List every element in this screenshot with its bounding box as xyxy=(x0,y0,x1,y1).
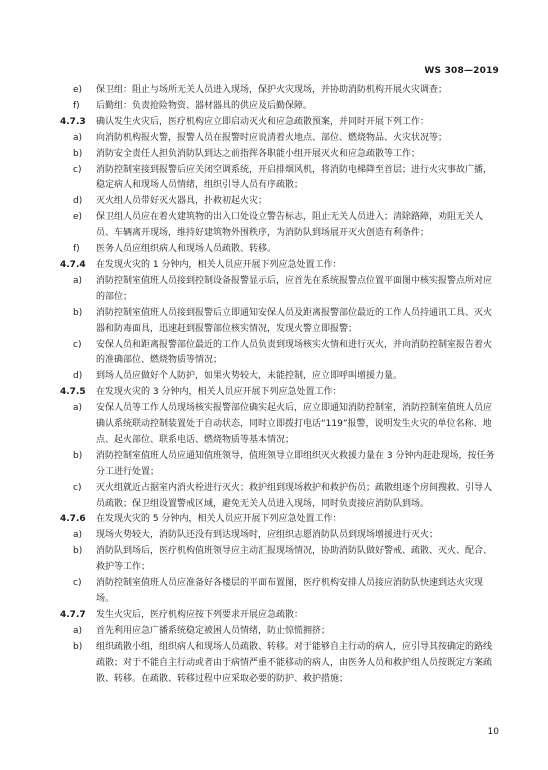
list-item xyxy=(60,369,498,385)
clause-text: 在发现火灾的 1 分钟内，相关人员应开展下列应急处置工作： xyxy=(96,259,342,270)
list-item xyxy=(60,83,498,99)
list-item xyxy=(60,544,498,576)
list-item xyxy=(60,338,498,370)
item-label: d) xyxy=(73,196,83,207)
clause-number: 4.7.6 xyxy=(60,514,86,525)
list-item xyxy=(60,274,498,306)
item-label: a) xyxy=(73,530,83,541)
list-item xyxy=(60,163,498,195)
page-number: 10 xyxy=(487,727,499,737)
item-text: 灭火组就近占据室内消火栓进行灭火；救护组到现场救护和救护伤员；疏散组逐个房间搜救、引导人员疏散；保卫组设置警戒区域，避免无关人员进入现场，同时负责接应消防队到场。 xyxy=(96,482,493,509)
item-text: 消防控制室值班人员应准备好各楼层的平面布置图，医疗机构安排人员接应消防队快速到达火灾现场。 xyxy=(96,578,484,604)
list-item xyxy=(60,640,498,688)
item-label: b) xyxy=(73,148,83,159)
item-text: 灭火组人员带好灭火器具，扑救初起火灾； xyxy=(96,196,268,207)
list-item xyxy=(60,131,498,147)
list-item xyxy=(60,576,498,608)
clause-number: 4.7.7 xyxy=(60,609,86,620)
item-label: b) xyxy=(73,546,83,557)
list-item xyxy=(60,449,498,481)
item-label: b) xyxy=(73,450,83,461)
clause-text: 发生火灾后，医疗机构应按下列要求开展应急疏散： xyxy=(96,609,304,620)
item-text: 到场人员应做好个人防护，如果火势较大，未能控制，应立即呼叫增援力量。 xyxy=(96,371,403,382)
list-item xyxy=(60,242,498,258)
item-label: a) xyxy=(73,625,83,636)
clause-text: 在发现火灾的 5 分钟内，相关人员应开展下列应急处置工作： xyxy=(96,514,342,525)
clause-number: 4.7.5 xyxy=(60,387,86,398)
item-label: c) xyxy=(73,482,82,493)
item-text: 首先利用应急广播系统稳定被困人员情绪，防止惊慌拥挤； xyxy=(96,625,331,636)
item-text: 组织疏散小组，组织病人和现场人员疏散、转移。对于能够自主行动的病人，应引导其按确定的路线疏散；对于不能自主行动或者由于病情严重不能移动的病人，由医务人员和救护组人员按既定方案疏散、转移。在疏散、转移过程中应采取必要的防护、救护措施； xyxy=(96,641,493,684)
item-label: b) xyxy=(73,307,83,318)
list-item xyxy=(60,210,498,242)
item-label: a) xyxy=(73,403,83,414)
item-text: 保卫组：阻止与场所无关人员进入现场，保护火灾现场，并协助消防机构开展火灾调查； xyxy=(96,85,448,95)
section-clause xyxy=(60,385,498,401)
list-item xyxy=(60,306,498,338)
item-label: c) xyxy=(73,339,82,350)
item-label: a) xyxy=(73,132,83,143)
clause-text: 在发现火灾的 3 分钟内，相关人员应开展下列应急处置工作： xyxy=(96,387,342,398)
item-text: 医务人员应组织病人和现场人员疏散、转移。 xyxy=(96,244,277,255)
list-item xyxy=(60,401,498,449)
item-text: 后勤组：负责抢险物资、器材器具的供应及后勤保障。 xyxy=(96,100,313,111)
list-item xyxy=(60,528,498,544)
item-text: 消防控制室值班人员应通知值班领导，值班领导立即组织灭火救援力量在 3 分钟内赶赴现场，按任务分工进行处置； xyxy=(96,450,495,477)
item-label: b) xyxy=(73,641,83,652)
item-text: 消防控制室值班人员接到控制设备报警显示后，应首先在系统报警点位置平面图中核实报警点所对应的部位； xyxy=(96,275,493,302)
document-body xyxy=(60,83,498,687)
item-label: f) xyxy=(73,100,80,111)
list-item xyxy=(60,624,498,640)
clause-number: 4.7.3 xyxy=(60,116,86,127)
section-clause xyxy=(60,115,498,131)
item-label: c) xyxy=(73,578,82,589)
item-text: 安保人员和距离报警部位最近的工作人员负责到现场核实火情和进行灭火，并向消防控制室报告着火的准确部位、燃烧物质等情况； xyxy=(96,339,493,366)
list-item xyxy=(60,481,498,513)
item-text: 向消防机构报火警，报警人员在报警时应说清着火地点、部位、燃烧物品、火灾状况等； xyxy=(96,132,448,143)
document-code: WS 308—2019 xyxy=(424,66,499,76)
item-label: a) xyxy=(73,275,83,286)
item-text: 消防队到场后，医疗机构值班领导应主动汇报现场情况，协助消防队做好警戒、疏散、灭火、配合、救护等工作； xyxy=(96,546,493,573)
list-item xyxy=(60,194,498,210)
item-text: 消防控制室值班人员接到报警后立即通知安保人员及距离报警部位最近的工作人员持通讯工具、灭火器和防毒面具，迅速赶到报警部位核实情况，发现火警立即报警； xyxy=(96,307,493,334)
item-text: 消防控制室接到报警后应关闭空调系统，开启排烟风机，将消防电梯降至首层；进行火灾事故广播，稳定病人和现场人员情绪，组织引导人员有序疏散； xyxy=(96,164,493,191)
item-label: e) xyxy=(73,212,83,223)
item-label: e) xyxy=(73,85,83,95)
item-label: f) xyxy=(73,244,80,255)
clause-number: 4.7.4 xyxy=(60,259,86,270)
section-clause xyxy=(60,608,498,624)
section-clause xyxy=(60,512,498,528)
list-item xyxy=(60,147,498,163)
clause-text: 确认发生火灾后，医疗机构应立即启动灭火和应急疏散预案，并同时开展下列工作： xyxy=(96,116,430,127)
section-clause xyxy=(60,258,498,274)
item-label: c) xyxy=(73,164,82,175)
item-text: 消防安全责任人担负消防队到达之前指挥各职能小组开展灭火和应急疏散等工作； xyxy=(96,148,421,159)
item-text: 现场火势较大，消防队还没有到达现场时，应组织志愿消防队员到现场增援进行灭火； xyxy=(96,530,439,541)
item-label: d) xyxy=(73,371,83,382)
item-text: 安保人员等工作人员现场核实报警部位确实起火后，应立即通知消防控制室，消防控制室值班人员应确认系统联动控制装置处于自动状态，同时立即拨打电话“119”报警，说明发生火灾的单位名称、地点、起火部位、联系电话、燃烧物质等基本情况； xyxy=(96,403,493,445)
list-item xyxy=(60,99,498,115)
item-text: 保卫组人员应在着火建筑物的出入口处设立警告标志，阻止无关人员进入；清除路障，劝阻无关人员、车辆离开现场，维持好建筑物外围秩序，为消防队到场展开灭火创造有利条件； xyxy=(96,212,484,239)
